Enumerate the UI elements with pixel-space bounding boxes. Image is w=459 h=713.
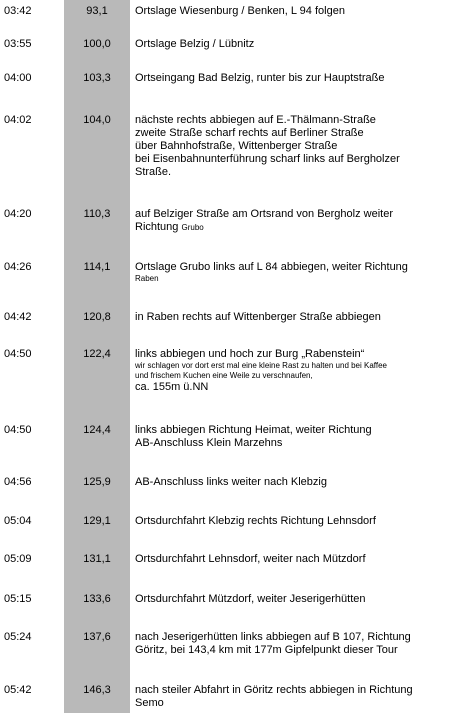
description-cell [135,348,455,394]
description-cell [135,261,455,284]
description-cell [135,631,455,657]
description-text: Richtung [135,221,182,233]
description-cell [135,684,455,710]
description-cell [135,208,455,234]
time-cell: 03:42 [4,5,32,17]
description-line: Ortslage Grubo links auf L 84 abbiegen, weiter Richtung [135,261,408,273]
km-cell: 104,0 [83,114,111,126]
description-cell [135,311,455,324]
description-cell [135,114,455,179]
description-cell [135,553,455,566]
elevation-note: ca. 155m ü.NN [135,381,209,393]
description-line: über Bahnhofstraße, Wittenberger Straße [135,140,338,152]
description-line: nächste rechts abbiegen auf E.-Thälmann-Straße [135,114,376,126]
description-line: auf Belziger Straße am Ortsrand von Bergholz weiter [135,208,394,220]
km-cell: 133,6 [83,593,111,605]
description-cell [135,424,455,450]
time-cell: 04:56 [4,476,32,488]
km-cell: 122,4 [83,348,111,360]
km-cell: 103,3 [83,72,111,84]
description-line: Semo [135,697,164,709]
description-line: Ortslage Wiesenburg / Benken, L 94 folgen [135,5,345,17]
description-line: Ortseingang Bad Belzig, runter bis zur Hauptstraße [135,72,385,84]
km-cell: 125,9 [83,476,111,488]
time-cell: 05:09 [4,553,32,565]
time-cell: 05:24 [4,631,32,643]
description-line: nach steiler Abfahrt in Göritz rechts abbiegen in Richtung [135,684,413,696]
time-cell: 04:50 [4,348,32,360]
small-place-name: Raben [135,274,159,283]
small-note-line: wir schlagen vor dort erst mal eine kleine Rast zu halten und bei Kaffee [135,361,387,370]
description-line: Ortslage Belzig / Lübnitz [135,38,255,50]
km-cell: 120,8 [83,311,111,323]
description-line: zweite Straße scharf rechts auf Berliner Straße [135,127,364,139]
description-line: Straße. [135,166,172,178]
time-cell: 04:02 [4,114,32,126]
time-cell: 05:04 [4,515,32,527]
km-cell: 146,3 [83,684,111,696]
description-line: nach Jeserigerhütten links abbiegen auf B 107, Richtung [135,631,411,643]
description-cell [135,515,455,528]
description-line: links abbiegen Richtung Heimat, weiter Richtung [135,424,372,436]
km-cell: 131,1 [83,553,111,565]
description-cell [135,72,455,85]
description-line: Ortsdurchfahrt Klebzig rechts Richtung Lehnsdorf [135,515,376,527]
description-line: Göritz, bei 143,4 km mit 177m Gipfelpunkt dieser Tour [135,644,398,656]
small-note-line: und frischem Kuchen eine Weile zu verschnaufen, [135,371,313,380]
description-cell [135,38,455,51]
km-cell: 100,0 [83,38,111,50]
time-cell: 04:26 [4,261,32,273]
description-line: bei Eisenbahnunterführung scharf links auf Bergholzer [135,153,400,165]
description-cell [135,5,455,18]
description-line [135,221,455,234]
km-cell: 114,1 [83,261,111,273]
description-line: Ortsdurchfahrt Mützdorf, weiter Jeserigerhütten [135,593,366,605]
small-place-name: Grubo [181,223,204,232]
time-cell: 05:15 [4,593,32,605]
km-cell: 110,3 [83,208,111,220]
description-line: in Raben rechts auf Wittenberger Straße abbiegen [135,311,381,323]
time-cell: 04:00 [4,72,32,84]
time-cell: 03:55 [4,38,32,50]
description-line: Ortsdurchfahrt Lehnsdorf, weiter nach Mützdorf [135,553,366,565]
description-cell [135,593,455,606]
km-cell: 137,6 [83,631,111,643]
description-line: links abbiegen und hoch zur Burg „Rabenstein“ [135,348,365,360]
time-cell: 04:50 [4,424,32,436]
km-cell: 93,1 [86,5,108,17]
description-cell [135,476,455,489]
description-line: AB-Anschluss links weiter nach Klebzig [135,476,327,488]
description-line: AB-Anschluss Klein Marzehns [135,437,283,449]
km-cell: 129,1 [83,515,111,527]
time-cell: 04:42 [4,311,32,323]
time-cell: 04:20 [4,208,32,220]
km-cell: 124,4 [83,424,111,436]
time-cell: 05:42 [4,684,32,696]
